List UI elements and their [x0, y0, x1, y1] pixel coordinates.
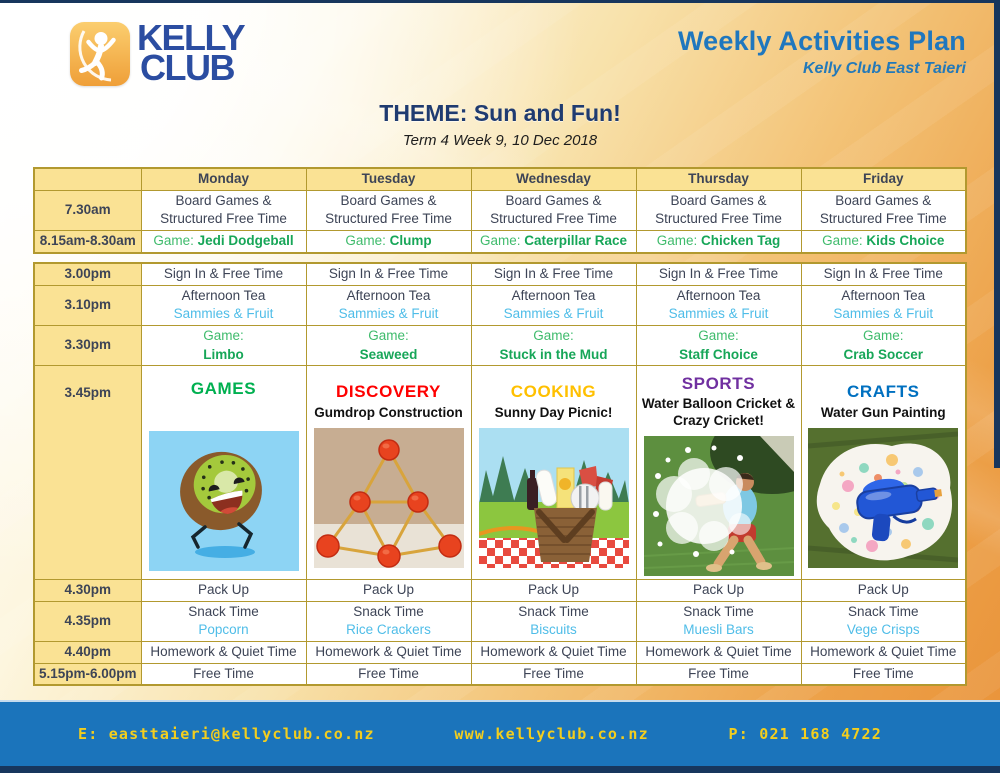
table-row — [34, 230, 966, 253]
game-label: Stuck in the Mud — [499, 346, 608, 362]
water-balloon-cricket-image — [644, 436, 794, 576]
schedule-cell — [306, 325, 471, 365]
document-header — [678, 26, 966, 78]
water-gun-painting-image — [808, 428, 958, 568]
activity-label: Homework & Quiet Time — [645, 644, 792, 659]
kelly-club-logo — [70, 17, 245, 88]
page-subtitle: Kelly Club East Taieri — [802, 60, 966, 77]
schedule-cell — [141, 285, 306, 325]
game-name: Clump — [389, 233, 432, 249]
corner-cell — [34, 168, 141, 190]
schedule-cell — [471, 285, 636, 325]
schedule-cell — [306, 263, 471, 285]
schedule-cell — [306, 580, 471, 602]
bottom-border — [0, 766, 1000, 773]
schedule-cell — [471, 230, 636, 253]
activity-label: Free Time — [852, 665, 914, 681]
day-header-wednesday: Wednesday — [471, 168, 636, 190]
activity-label: Sign In & Free Time — [493, 266, 614, 281]
schedule-cell — [471, 663, 636, 685]
time-cell: 3.45pm — [34, 366, 141, 580]
schedule-cell — [801, 642, 966, 664]
schedule-cell — [471, 580, 636, 602]
game-label: Game: — [368, 327, 409, 343]
schedule-cell — [306, 285, 471, 325]
schedule-cell — [636, 601, 801, 641]
schedule-cell — [636, 325, 801, 365]
food-item-label: Muesli Bars — [683, 622, 754, 638]
activity-label: Structured Free Time — [325, 211, 452, 227]
schedule-cell — [471, 601, 636, 641]
activity-label: Homework & Quiet Time — [315, 644, 462, 659]
game-label: Seaweed — [359, 346, 418, 362]
activity-cell — [636, 366, 801, 580]
activity-cell — [306, 366, 471, 580]
schedule-cell — [306, 230, 471, 253]
time-cell: 7.30am — [34, 190, 141, 230]
schedule-cell — [801, 263, 966, 285]
schedule-cell — [471, 190, 636, 230]
schedule-cell — [141, 263, 306, 285]
activity-label: Board Games & — [340, 192, 437, 208]
table-row — [34, 263, 966, 285]
schedule-cell — [471, 325, 636, 365]
activity-label: Snack Time — [683, 603, 754, 619]
game-label — [310, 232, 468, 251]
activity-label: Board Games & — [670, 192, 767, 208]
right-border — [994, 0, 1000, 468]
activity-label: Free Time — [193, 665, 254, 681]
day-header-friday: Friday — [801, 168, 966, 190]
activity-cell — [141, 366, 306, 580]
activity-label: Snack Time — [188, 603, 259, 619]
table-row — [34, 285, 966, 325]
food-item-label: Sammies & Fruit — [833, 306, 934, 322]
time-cell: 3.00pm — [34, 263, 141, 285]
activity-label: Sign In & Free Time — [163, 266, 284, 281]
schedule-cell — [801, 190, 966, 230]
schedule-cell — [801, 325, 966, 365]
game-label — [640, 232, 798, 251]
day-header-monday: Monday — [141, 168, 306, 190]
schedule-cell — [636, 642, 801, 664]
game-name: Kids Choice — [866, 233, 945, 249]
schedule-cell — [141, 663, 306, 685]
brand-club: CLUB — [140, 46, 234, 88]
schedule-cell — [141, 601, 306, 641]
activity-category: CRAFTS — [846, 382, 920, 402]
schedule-cell — [801, 285, 966, 325]
time-cell: 8.15am-8.30am — [34, 230, 141, 253]
game-label: Game: — [533, 327, 574, 343]
activity-label: Homework & Quiet Time — [810, 644, 957, 659]
food-item-label: Rice Crackers — [346, 622, 431, 638]
activity-label: Afternoon Tea — [181, 287, 266, 303]
table-row — [34, 663, 966, 685]
schedule-cell — [801, 663, 966, 685]
food-item-label: Sammies & Fruit — [668, 306, 769, 322]
activity-label: Snack Time — [847, 603, 919, 619]
theme-block — [0, 100, 1000, 149]
day-header-row — [34, 168, 966, 190]
schedule-cell — [141, 642, 306, 664]
time-cell: 3.10pm — [34, 285, 141, 325]
top-border — [0, 0, 1000, 3]
activity-label: Pack Up — [362, 582, 415, 598]
food-item-label: Sammies & Fruit — [173, 306, 274, 322]
game-label — [805, 232, 963, 251]
morning-schedule-table — [33, 167, 967, 254]
afternoon-schedule-table — [33, 262, 967, 686]
activity-label: Afternoon Tea — [346, 287, 431, 303]
schedule-cell — [636, 263, 801, 285]
contact-footer — [0, 700, 1000, 766]
activity-label: Homework & Quiet Time — [480, 644, 627, 659]
page-title: Weekly Activities Plan — [677, 26, 966, 56]
schedule-cell — [801, 580, 966, 602]
activity-cell — [471, 366, 636, 580]
brand-kelly: KELLY — [137, 17, 245, 58]
game-label: Game: — [862, 327, 904, 343]
activity-label: Homework & Quiet Time — [150, 644, 297, 659]
time-cell: 4.30pm — [34, 580, 141, 602]
food-item-label: Biscuits — [530, 622, 577, 638]
schedule-cell — [636, 285, 801, 325]
schedule-cell — [306, 663, 471, 685]
activity-label: Structured Free Time — [655, 211, 782, 227]
game-label: Game: — [698, 327, 739, 343]
activity-label: Structured Free Time — [819, 211, 947, 227]
schedule-cell — [636, 230, 801, 253]
schedule-cell — [306, 190, 471, 230]
activity-label: Board Games & — [835, 192, 932, 208]
activity-category: DISCOVERY — [336, 382, 441, 402]
game-name: Caterpillar Race — [524, 233, 628, 249]
activity-label: Snack Time — [518, 603, 589, 619]
game-prefix: Game: — [822, 233, 867, 249]
time-cell: 3.30pm — [34, 325, 141, 365]
day-header-tuesday: Tuesday — [306, 168, 471, 190]
food-item-label: Popcorn — [198, 622, 249, 638]
schedule-cell — [801, 601, 966, 641]
table-row — [34, 325, 966, 365]
activity-label: Sign In & Free Time — [328, 266, 449, 281]
game-prefix: Game: — [153, 233, 198, 249]
schedule-cell — [141, 230, 306, 253]
table-row — [34, 190, 966, 230]
schedule-cell — [636, 663, 801, 685]
activity-label: Pack Up — [692, 582, 745, 598]
schedule-cell — [306, 601, 471, 641]
game-label: Limbo — [203, 346, 244, 362]
theme-title: THEME: Sun and Fun! — [379, 100, 621, 126]
game-label: Game: — [203, 327, 244, 343]
schedule-cell — [306, 642, 471, 664]
activity-label: Sign In & Free Time — [658, 266, 779, 281]
game-prefix: Game: — [656, 233, 701, 249]
activity-label: Board Games & — [175, 192, 272, 208]
game-label: Crab Soccer — [843, 346, 924, 362]
email-contact: E: easttaieri@kellyclub.co.nz — [78, 725, 375, 743]
table-row — [34, 642, 966, 664]
kiwi-cartoon-image — [149, 431, 299, 571]
table-row — [34, 601, 966, 641]
schedule-cell — [141, 190, 306, 230]
activity-label: Afternoon Tea — [511, 287, 596, 303]
activity-label: Snack Time — [353, 603, 424, 619]
schedule-cell — [141, 325, 306, 365]
time-cell: 5.15pm-6.00pm — [34, 663, 141, 685]
game-prefix: Game: — [345, 233, 390, 249]
table-row — [34, 580, 966, 602]
activity-label: Free Time — [523, 665, 584, 681]
activity-label: Free Time — [358, 665, 419, 681]
activity-label: Structured Free Time — [490, 211, 617, 227]
schedule-cell — [471, 642, 636, 664]
game-name: Jedi Dodgeball — [197, 233, 294, 249]
time-cell: 4.35pm — [34, 601, 141, 641]
activity-title: Water Balloon Cricket & Crazy Cricket! — [641, 396, 796, 428]
activity-label: Afternoon Tea — [841, 287, 926, 303]
activity-category: COOKING — [510, 382, 597, 402]
game-name: Chicken Tag — [700, 233, 781, 249]
game-label — [145, 232, 303, 251]
week-date-line: Term 4 Week 9, 10 Dec 2018 — [402, 132, 598, 149]
schedule-cell — [801, 230, 966, 253]
phone-contact: P: 021 168 4722 — [728, 725, 882, 743]
picnic-basket-image — [479, 428, 629, 568]
running-child-icon — [70, 22, 130, 86]
day-header-thursday: Thursday — [636, 168, 801, 190]
food-item-label: Vege Crisps — [846, 622, 920, 638]
activity-title: Sunny Day Picnic! — [494, 404, 613, 420]
activity-category: GAMES — [190, 379, 257, 399]
schedule-cell — [141, 580, 306, 602]
activity-label: Afternoon Tea — [676, 287, 761, 303]
activity-label: Sign In & Free Time — [823, 266, 943, 281]
brand-wordmark — [137, 17, 245, 88]
food-item-label: Sammies & Fruit — [503, 306, 604, 322]
time-cell: 4.40pm — [34, 642, 141, 664]
schedule-cell — [636, 580, 801, 602]
table-row — [34, 366, 966, 580]
activity-label: Free Time — [688, 665, 749, 681]
schedule-cell — [636, 190, 801, 230]
activity-label: Pack Up — [197, 582, 250, 598]
activity-label: Structured Free Time — [160, 211, 287, 227]
activity-title: Gumdrop Construction — [314, 404, 463, 420]
website-link: www.kellyclub.co.nz — [454, 725, 649, 743]
activity-category: SPORTS — [681, 373, 756, 393]
gumdrop-construction-image — [314, 428, 464, 568]
food-item-label: Sammies & Fruit — [338, 306, 439, 322]
schedule-cell — [471, 263, 636, 285]
activity-label: Pack Up — [857, 582, 909, 598]
activity-cell — [801, 366, 966, 580]
game-prefix: Game: — [479, 233, 525, 249]
activity-label: Board Games & — [505, 192, 602, 208]
activity-label: Pack Up — [527, 582, 580, 598]
activity-title: Water Gun Painting — [820, 404, 946, 420]
game-label — [475, 232, 633, 251]
game-label: Staff Choice — [679, 346, 758, 362]
